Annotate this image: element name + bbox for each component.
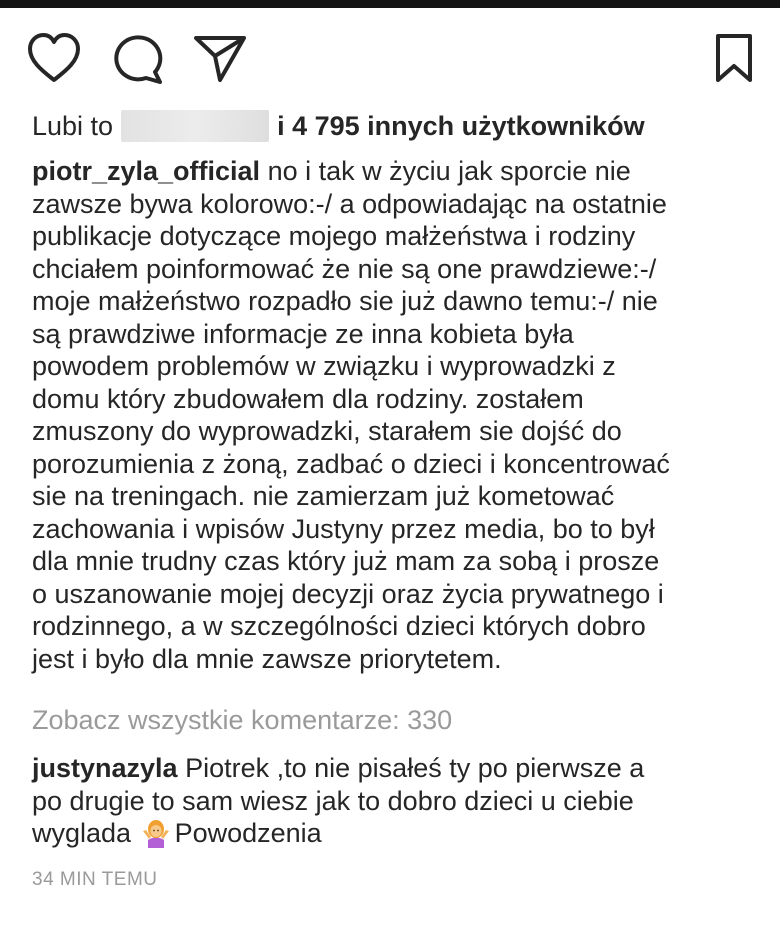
caption-line: zachowania i wpisów Justyny przez media, bo to był: [32, 513, 655, 544]
comment: [32, 752, 760, 852]
caption-line: są prawdziwe informacje ze inna kobieta była: [32, 318, 574, 349]
bookmark-icon: [704, 28, 764, 88]
action-bar: [0, 28, 780, 96]
caption-line: zmuszony do wyprowadzki, starałem sie dojść do: [32, 416, 622, 446]
likes-count[interactable]: i 4 795 innych użytkowników: [277, 111, 645, 141]
comment-text: wyglada: [32, 818, 132, 848]
caption-text: no i tak w życiu jak sporcie nie: [267, 156, 631, 186]
caption-line: rodzinnego, a w szczególności dzieci których dobro: [32, 611, 646, 641]
caption-line: moje małżeństwo rozpadło sie już dawno temu:-/ nie: [32, 286, 658, 316]
caption-line: domu który zbudowałem dla rodziny. zostałem: [32, 383, 584, 414]
comment-bubble-icon: [108, 28, 168, 88]
share-button[interactable]: [190, 28, 250, 88]
caption-username[interactable]: piotr_zyla_official: [32, 156, 261, 186]
like-button[interactable]: [24, 28, 84, 88]
caption-line: chciałem poinformować że nie są one prawdziewe:-/: [32, 253, 657, 284]
comment-line: [32, 752, 760, 785]
caption-line: publikacje dotyczące mojego małżeństwa i rodziny: [32, 221, 636, 251]
caption-line: [32, 155, 760, 188]
caption-line: jest i było dla mnie zawsze priorytetem.: [32, 643, 502, 674]
post-timestamp: 34 MIN TEMU: [32, 869, 158, 890]
top-bar: [0, 0, 780, 8]
caption-line: dla mnie trudny czas który już mam za sobą i prosze: [32, 546, 660, 576]
comment-username[interactable]: justynazyla: [32, 753, 178, 783]
likes-prefix: Lubi to: [32, 111, 114, 141]
save-button[interactable]: [704, 28, 764, 88]
caption-line: sie na treningach. nie zamierzam już kometować: [32, 481, 615, 511]
caption-line: zawsze bywa kolorowo:-/ a odpowiadając na ostatnie: [32, 188, 667, 219]
shrug-woman-emoji: [141, 818, 171, 848]
paper-plane-icon: [190, 28, 250, 88]
comment-text: Piotrek ,to nie pisałeś ty po pierwsze a: [185, 753, 645, 783]
caption-line: o uszanowanie mojej decyzji oraz życia prywatnego i: [32, 578, 664, 609]
blurred-username[interactable]: [121, 110, 269, 142]
caption-line: powodem problemów w związku i wyprowadzki z: [32, 351, 616, 381]
heart-icon: [24, 28, 84, 88]
comment-line: po drugie to sam wiesz jak to dobro dzieci u ciebie: [32, 785, 634, 816]
caption-line: porozumienia z żoną, zadbać o dzieci i koncentrować: [32, 448, 670, 479]
comment-line: [32, 817, 760, 852]
comment-text-after-emoji: Powodzenia: [174, 818, 322, 848]
post-caption: [32, 155, 760, 675]
comment-button[interactable]: [108, 28, 168, 88]
view-all-comments-link[interactable]: Zobacz wszystkie komentarze: 330: [32, 705, 453, 735]
likes-line: [32, 106, 752, 146]
